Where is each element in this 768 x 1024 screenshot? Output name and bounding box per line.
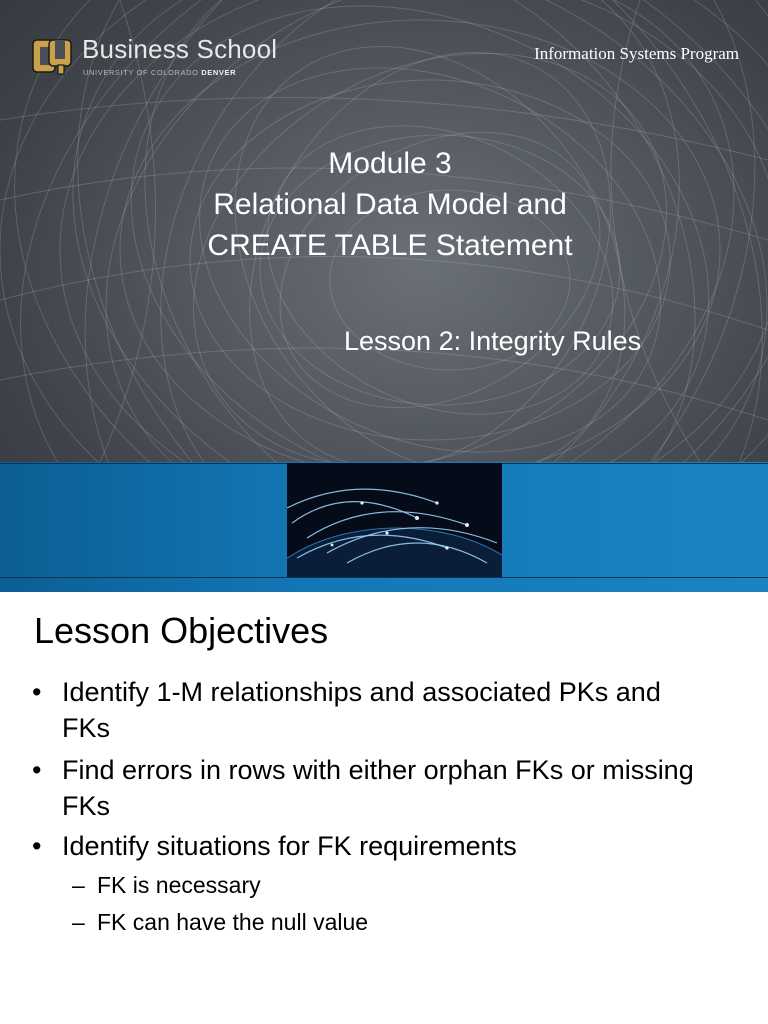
objectives-slide (0, 592, 768, 1024)
title-line-3: CREATE TABLE Statement (207, 229, 573, 262)
objective-text-1: Identify 1-M relationships and associated PKs and FKs (62, 677, 661, 743)
sub-bullet-dash: – (72, 872, 85, 898)
bullet-dot: • (32, 831, 42, 861)
lesson-subtitle: Lesson 2: Integrity Rules (344, 326, 642, 356)
objectives-title: Lesson Objectives (34, 610, 329, 651)
sub-objective-text-1: FK is necessary (97, 872, 261, 898)
logo-subtitle: UNIVERSITY OF COLORADO DENVER (83, 68, 237, 77)
bullet-dot: • (32, 755, 42, 785)
program-label: Information Systems Program (534, 44, 739, 63)
band-divider-bottom (0, 577, 768, 578)
title-line-2: Relational Data Model and (213, 188, 567, 221)
sub-bullet-dash: – (72, 909, 85, 935)
bullet-dot: • (32, 677, 42, 707)
network-globe-image (287, 463, 502, 577)
logo-title: Business School (82, 34, 278, 64)
objective-text-3: Identify situations for FK requirements (62, 831, 517, 861)
objective-text-2: Find errors in rows with either orphan FKs or missing FKs (62, 755, 694, 821)
title-line-1: Module 3 (328, 147, 452, 180)
sub-objective-text-2: FK can have the null value (97, 909, 369, 935)
cu-monogram-icon (32, 36, 72, 76)
